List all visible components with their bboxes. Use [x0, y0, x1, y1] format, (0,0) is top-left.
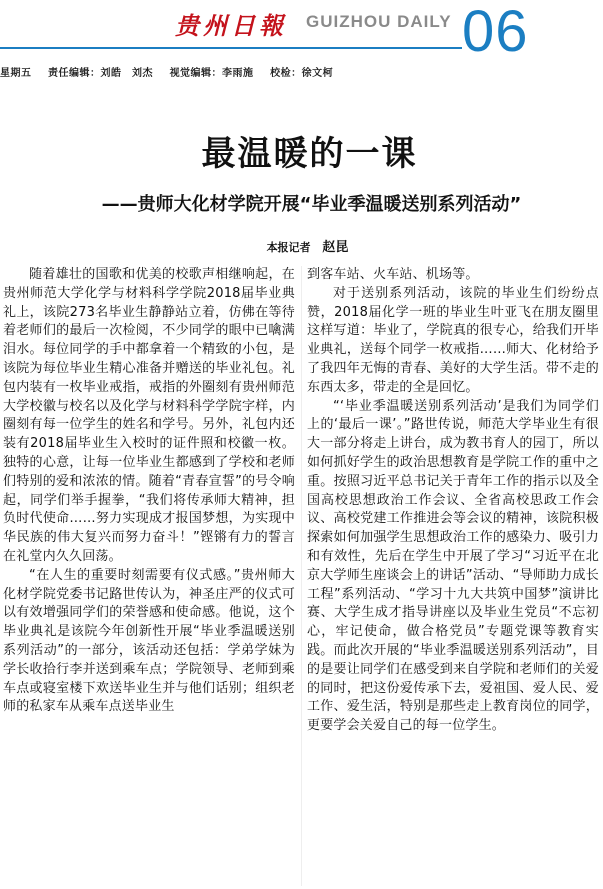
masthead-rule	[0, 47, 462, 49]
column-divider	[301, 266, 302, 886]
article-paragraph: 随着雄壮的国歌和优美的校歌声相继响起，在贵州师范大学化学与材料科学学院2018届毕业典礼上，该院273名毕业生静静站立着，仿佛在等待着老师们的最后一次检阅，不少同学的眼中已噙满泪水。每位同学的手中都拿着一个精致的小包，是该院为每位毕业生精心准备并赠送的毕业礼包。礼包内装有一枚毕业戒指，戒指的外圈刻有贵州师范大学校徽与校名以及化学与材料科学学院字样，内圈刻有每一位学生的姓名和学号。另外，礼包内还装有2018届毕业生入校时的证件照和校徽一枚。独特的心意，让每一位毕业生都感到了学校和老师们特别的爱和浓浓的情。随着“青春宣誓”的号令响起，同学们举手握拳，“我们将传承师大精神，担负时代使命……努力实现成才报国梦想，为实现中华民族的伟大复兴而努力奋斗！”铿锵有力的誓言在礼堂内久久回荡。	[3, 267, 295, 564]
masthead	[0, 0, 603, 62]
visual-editor: 视觉编辑：李雨施	[169, 68, 254, 79]
article-paragraph-continuation: 到客车站、火车站、机场等。	[307, 267, 479, 282]
newspaper-logo: 贵州日報	[175, 11, 287, 40]
article-subheadline: ——贵师大化材学院开展“毕业季温暖送别系列活动”	[101, 194, 522, 215]
newspaper-english-name: GUIZHOU DAILY	[306, 12, 452, 31]
article-paragraph: “在人生的重要时刻需要有仪式感。”贵州师大化材学院党委书记路世传认为，神圣庄严的仪式可以有效增强同学们的荣誉感和使命感。他说，这个毕业典礼是该院今年创新性开展“毕业季温暖送别系列活动”的一部分，该活动还包括：学弟学妹为学长收拾行李并送到乘车点；学院领导、老师到乘车点或寝室楼下欢送毕业生并与他们话别；组织老师的私家车从乘车点送毕业生	[3, 567, 295, 715]
article-headline: 最温暖的一课	[201, 134, 418, 174]
weekday: 星期五	[0, 68, 32, 79]
responsible-editor: 责任编辑：刘皓 刘杰	[48, 68, 154, 79]
page-meta-line	[0, 64, 603, 79]
page-number: 06	[462, 0, 529, 64]
article-column-left	[3, 266, 295, 886]
article-paragraph: 对于送别系列活动，该院的毕业生们纷纷点赞，2018届化学一班的毕业生叶亚飞在朋友圈里这样写道：毕业了，学院真的很专心，给我们开毕业典礼，送每个同学一枚戒指……师大、化材给予了我四年无悔的青春、美好的大学生活。带不走的东西太多，带走的全是回忆。	[307, 285, 599, 395]
article-column-right	[307, 266, 599, 886]
article-paragraph: “‘毕业季温暖送别系列活动’是我们为同学们上的‘最后一课’。”路世传说，师范大学毕业生有很大一部分将走上讲台，成为教书育人的园丁，所以如何抓好学生的政治思想教育是学院工作的重中之重。按照习近平总书记关于青年工作的指示以及全国高校思想政治工作会议、全省高校思政工作会议、高校党建工作推进会等会议的精神，该院积极探索如何加强学生思想政治工作的感染力、吸引力和有效性，先后在学生中开展了学习“习近平在北京大学师生座谈会上的讲话”活动、“导师助力成长工程”系列活动、“学习十九大共筑中国梦”演讲比赛、大学生成才指导讲座以及毕业生党员“不忘初心，牢记使命，做合格党员”专题党课等教育实践。而此次开展的“毕业季温暖送别系列活动”，目的是要让同学们在感受到来自学院和老师们的关爱的同时，把这份爱传承下去，爱祖国、爱人民、爱工作、爱生活，特别是那些走上教育岗位的同学，更要学会关爱自己的每一位学生。	[307, 398, 599, 734]
byline-label: 本报记者	[266, 241, 311, 254]
proofreader: 校检：徐文柯	[270, 68, 334, 79]
byline-author: 赵昆	[322, 240, 349, 255]
article-byline	[0, 236, 603, 255]
